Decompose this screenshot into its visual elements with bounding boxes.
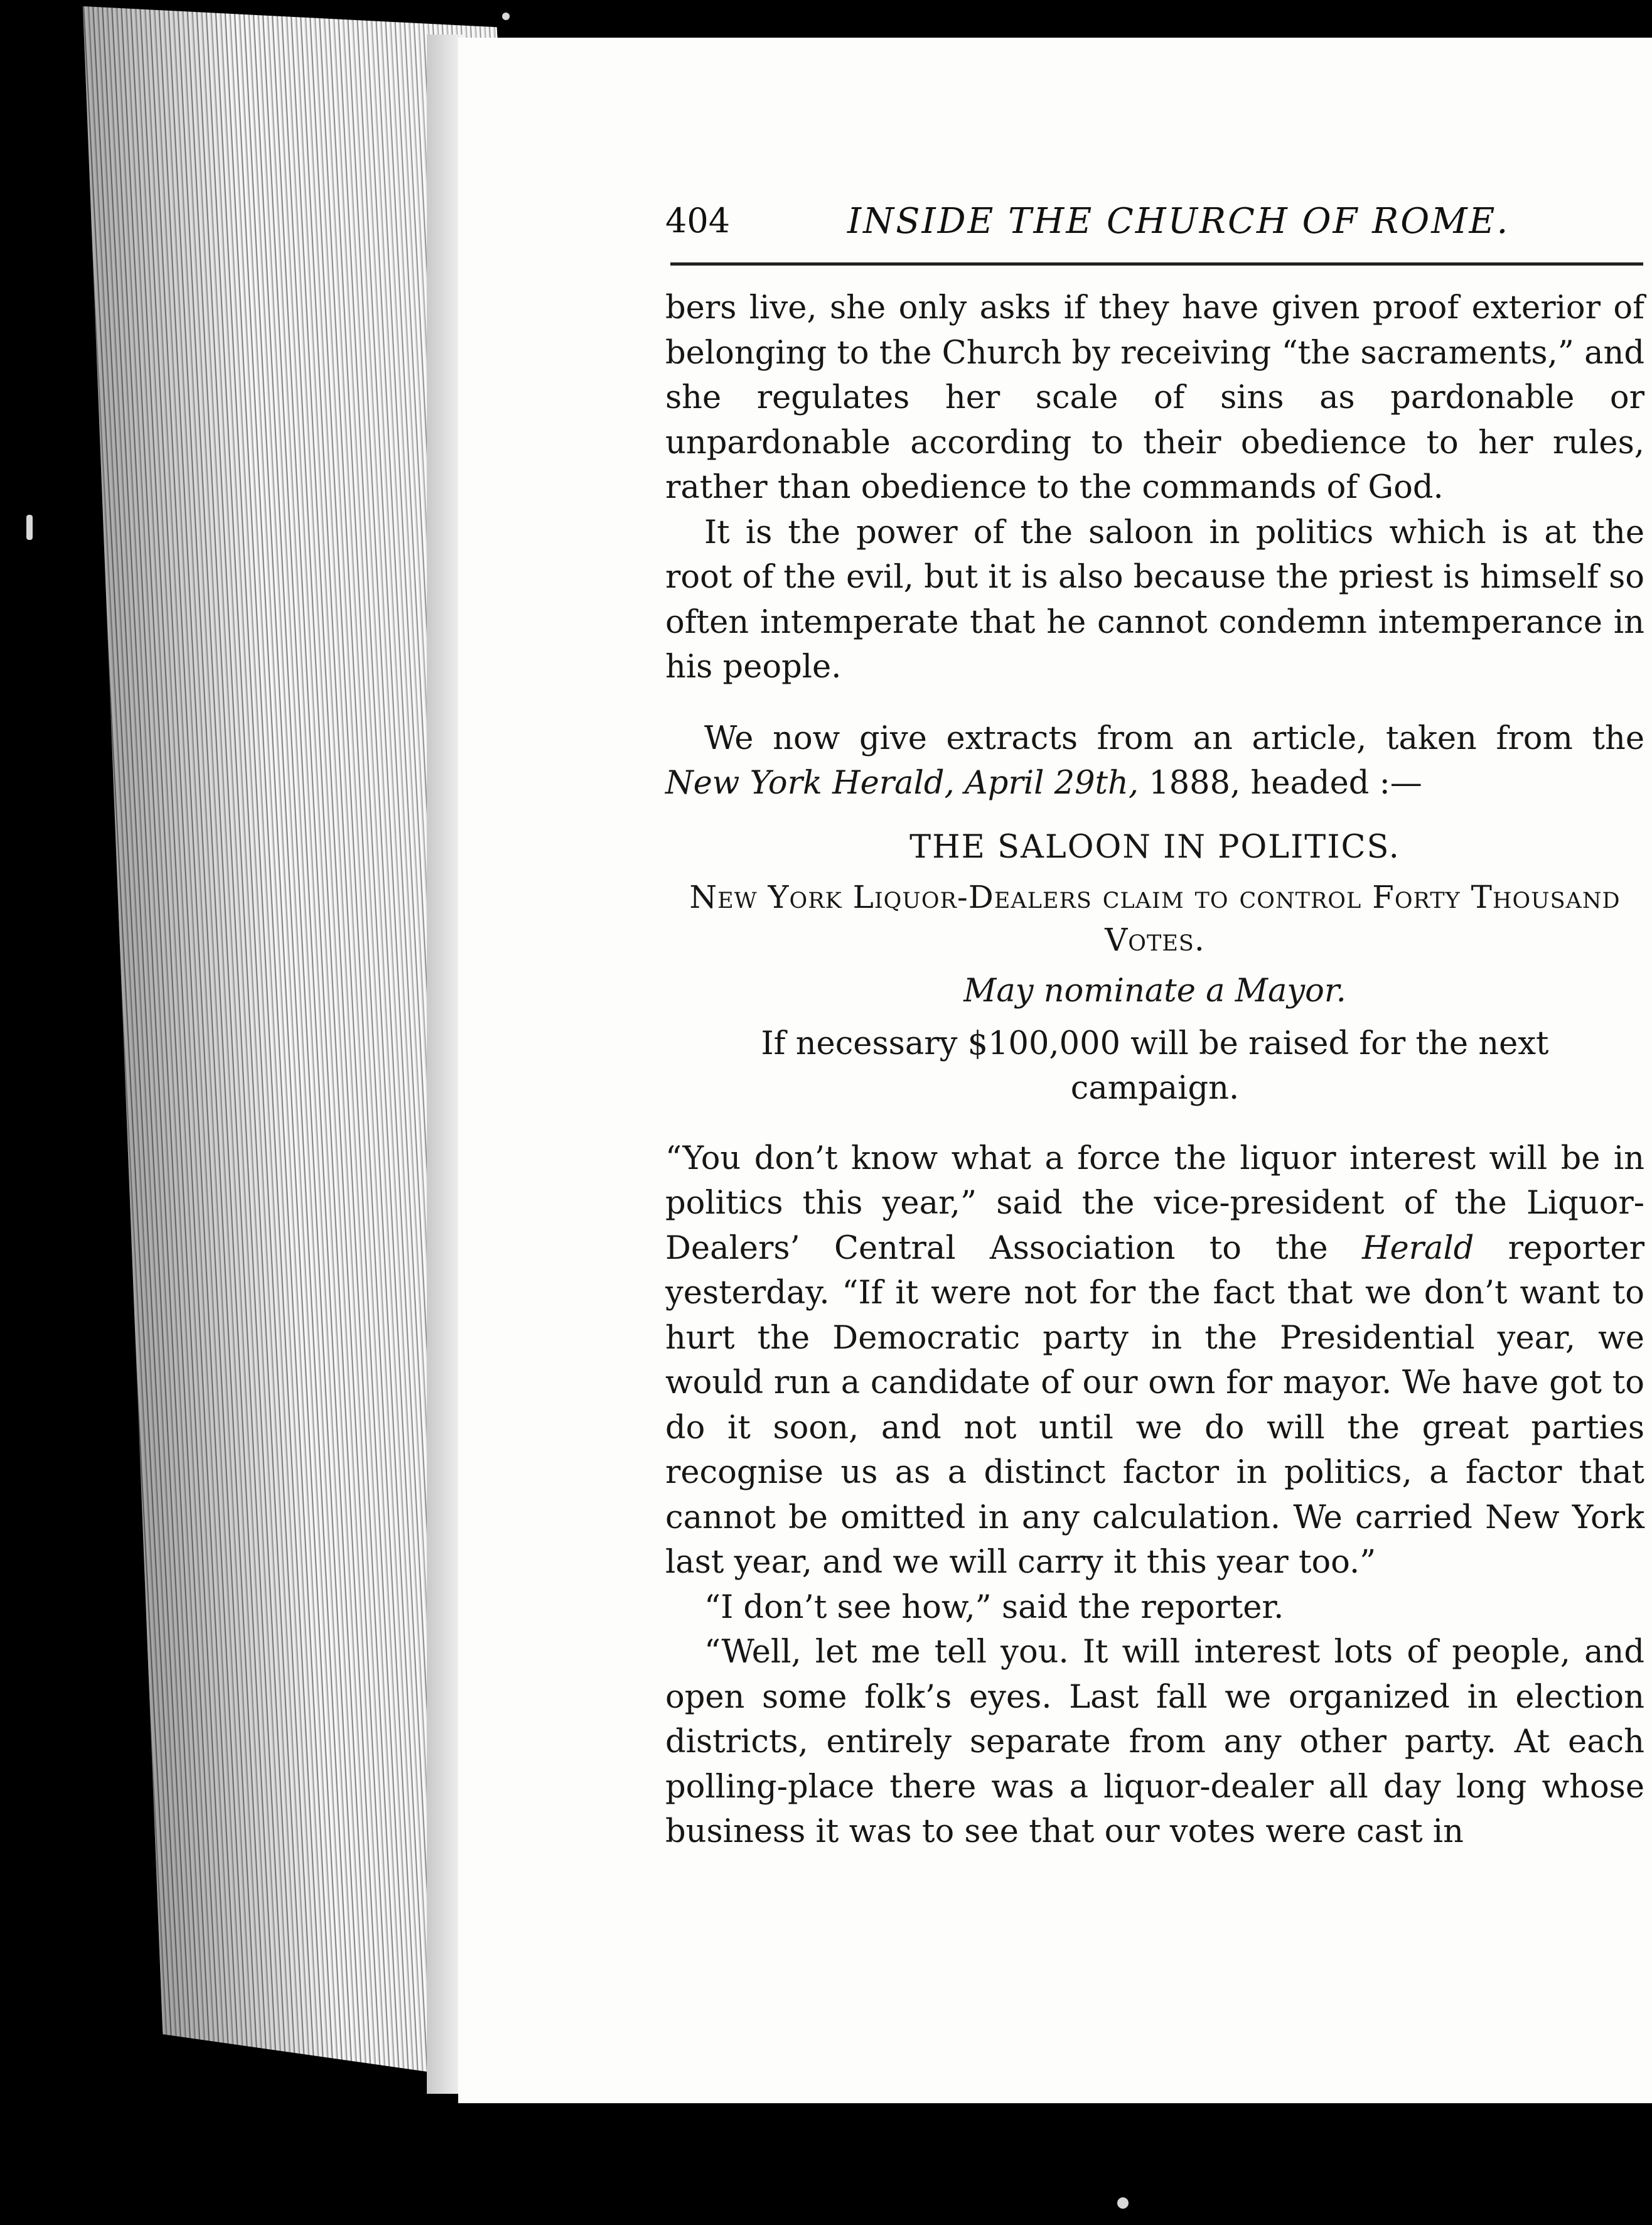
paragraph-intro [665, 716, 1644, 806]
quote-1-before: “You don’t know what a force the liquor interest will be in politics this year,” said the vice-president of the Liquor-Dealers’ Central Association to the [665, 1139, 1644, 1267]
quote-paragraph-1 [665, 1136, 1644, 1585]
header-rule [670, 262, 1643, 266]
scan-speck [502, 13, 510, 20]
scan-speck [1117, 2197, 1129, 2209]
article-title: THE SALOON IN POLITICS. [909, 828, 1400, 866]
article-italic-heading: May nominate a Mayor. [963, 972, 1346, 1010]
header-title: INSIDE THE CHURCH OF ROME. [847, 201, 1510, 242]
intro-text: We now give extracts from an article, taken from the [704, 719, 1644, 757]
article-campaign-heading: If necessary $100,000 will be raised for the next campaign. [761, 1025, 1549, 1107]
paragraph-saloon-power: It is the power of the saloon in politics which is at the root of the evil, but it is also because the priest is himself so often intemperate that he cannot condemn intemperance in his people. [665, 514, 1644, 686]
running-head [665, 201, 1644, 251]
page-number: 404 [665, 201, 731, 240]
scan-speck [26, 515, 33, 540]
intro-date: 1888, headed :— [1139, 765, 1422, 802]
quote-1-after: reporter yesterday. “If it were not for the fact that we don’t want to hurt the Democratic party in the Presidential year, we would run a candidate of our own for mayor. We have got to do it soon, and not until we do will the great parties recognise us as a distinct factor in politics, a factor that cannot be omitted in any calculation. We carried New York last year, and we will carry it this year too.” [665, 1229, 1644, 1581]
paragraph-continuation: bers live, she only asks if they have given proof exterior of belonging to the Church by receiving “the sacraments,” and she regulates her scale of sins as pardonable or unpardonable according to their obedience to her rules, rather than obedience to the commands of God. [665, 289, 1644, 506]
quote-1-italic: Herald [1361, 1229, 1474, 1267]
page-text [665, 286, 1644, 1855]
quote-paragraph-3: “Well, let me tell you. It will interest lots of people, and open some folk’s eyes. Last fall we organized in election districts, entirely separate from any other party. At each polling-place there was a liquor-dealer all day long whose business it was to see that our votes were cast in [665, 1634, 1644, 1850]
quote-paragraph-2: “I don’t see how,” said the reporter. [704, 1588, 1284, 1626]
article-subtitle: New York Liquor-Dealers claim to control Forty Thousand Votes. [689, 879, 1621, 958]
intro-source: New York Herald, April 29th, [665, 765, 1139, 802]
